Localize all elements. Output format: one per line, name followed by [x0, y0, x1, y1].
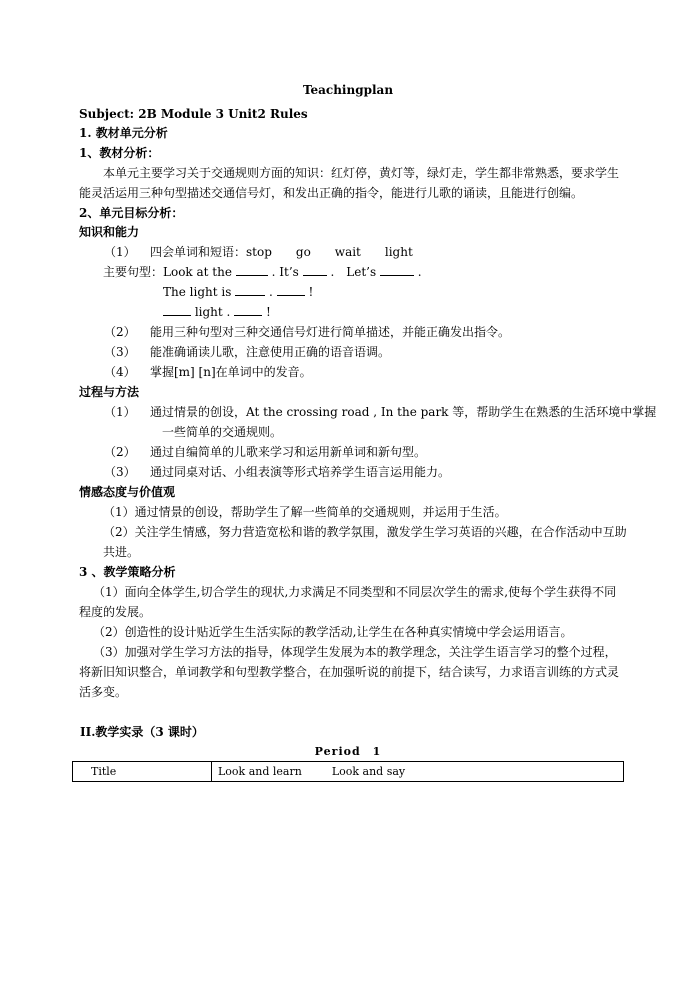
- strategy-item-1-cont: 程度的发展。: [79, 605, 152, 619]
- table-value-2: Look and say: [331, 765, 406, 778]
- sentence-pattern-line-3: [163, 304, 271, 320]
- knowledge-item-2-text: 能用三种句型对三种交通信号灯进行简单描述，并能正确发出指令。: [150, 325, 511, 339]
- analysis-paragraph-line-1: 本单元主要学习关于交通规则方面的知识：红灯停，黄灯等，绿灯走，学生都非常熟悉，要求学生: [103, 166, 620, 180]
- process-item-2-number: （2）: [104, 445, 136, 459]
- knowledge-item-3-number: （3）: [104, 345, 136, 359]
- strategy-item-3-cont-2: 活多变。: [79, 685, 128, 699]
- table-row: [73, 762, 624, 782]
- fill-blank: [236, 264, 268, 276]
- strategy-item-3-cont-1: 将新旧知识整合，单词教学和句型教学整合，在加强听说的前提下，结合读写，力求语言训练的方式灵: [79, 665, 620, 679]
- process-item-1-text: 通过情景的创设，At the crossing road , In the park 等，帮助学生在熟悉的生活环境中掌握: [150, 405, 657, 419]
- knowledge-item-4-number: （4）: [104, 365, 136, 379]
- section-1-heading: 1. 教材单元分析: [79, 126, 168, 140]
- period-heading: Period 1: [314, 745, 382, 758]
- process-item-2-text: 通过自编简单的儿歌来学习和运用新单词和新句型。: [150, 445, 427, 459]
- emotion-item-1: （1）通过情景的创设，帮助学生了解一些简单的交通规则，并运用于生活。: [103, 505, 507, 519]
- fill-blank: [303, 264, 327, 276]
- emotion-item-2-cont: 共进。: [103, 545, 140, 559]
- pattern-text: . It’s: [271, 265, 299, 279]
- section-3-heading: 3 、教学策略分析: [79, 565, 176, 579]
- section-2-heading: 2、单元目标分析：: [79, 206, 184, 220]
- pattern-text: !: [308, 285, 314, 299]
- strategy-item-2: （2）创造性的设计贴近学生生活实际的教学活动,让学生在各种真实情境中学会运用语言。: [93, 625, 573, 639]
- knowledge-item-3-text: 能准确诵读儿歌，注意使用正确的语音语调。: [150, 345, 391, 359]
- pattern-text: . Let’s: [330, 265, 377, 279]
- page-title: Teachingplan: [302, 83, 394, 97]
- process-item-3-text: 通过同桌对话、小组表演等形式培养学生语言运用能力。: [150, 465, 451, 479]
- knowledge-heading: 知识和能力: [79, 225, 140, 239]
- pattern-text: The light is: [163, 285, 232, 299]
- fill-blank: [380, 264, 414, 276]
- pattern-text: !: [266, 305, 271, 319]
- table-cell-label: Title: [73, 762, 212, 782]
- sentence-pattern-label: 主要句型：: [103, 265, 164, 279]
- pattern-text: .: [417, 265, 422, 279]
- emotion-item-2: （2）关注学生情感，努力营造宽松和谐的教学氛围，激发学生学习英语的兴趣，在合作活动中互助: [103, 525, 627, 539]
- lesson-table: [72, 761, 624, 782]
- section-4-heading: II.教学实录（3 课时）: [80, 725, 204, 739]
- table-value-1: Look and learn: [218, 765, 302, 778]
- process-heading: 过程与方法: [79, 385, 140, 399]
- process-item-1-text-cont: 一些简单的交通规则。: [162, 425, 283, 439]
- pattern-text: .: [269, 285, 273, 299]
- fill-blank: [277, 284, 305, 296]
- subject-line: Subject: 2B Module 3 Unit2 Rules: [79, 107, 308, 121]
- process-item-3-number: （3）: [104, 465, 136, 479]
- knowledge-item-1-number: （1）: [104, 245, 136, 259]
- knowledge-item-2-number: （2）: [104, 325, 136, 339]
- pattern-text: light .: [194, 305, 231, 319]
- fill-blank: [163, 304, 191, 316]
- pattern-text: Look at the: [163, 265, 232, 279]
- strategy-item-1: （1）面向全体学生,切合学生的现状,力求满足不同类型和不同层次学生的需求,使每个学生获得不同: [93, 585, 617, 599]
- analysis-paragraph-line-2: 能灵活运用三种句型描述交通信号灯，和发出正确的指令，能进行儿歌的诵读，且能进行创编。: [79, 186, 584, 200]
- fill-blank: [234, 304, 262, 316]
- fill-blank: [235, 284, 265, 296]
- knowledge-item-1-text: 四会单词和短语：stop go wait light: [150, 245, 413, 259]
- section-1-1-heading: 1、教材分析：: [79, 146, 160, 160]
- table-cell-value: [212, 762, 624, 782]
- knowledge-item-4-text: 掌握[m] [n]在单词中的发音。: [150, 365, 312, 379]
- emotion-heading: 情感态度与价值观: [79, 485, 176, 499]
- strategy-item-3: （3）加强对学生学习方法的指导，体现学生发展为本的教学理念，关注学生语言学习的整个过程，: [93, 645, 617, 659]
- sentence-pattern-line-2: [163, 284, 313, 300]
- sentence-pattern-line-1: [103, 264, 422, 280]
- process-item-1-number: （1）: [104, 405, 136, 419]
